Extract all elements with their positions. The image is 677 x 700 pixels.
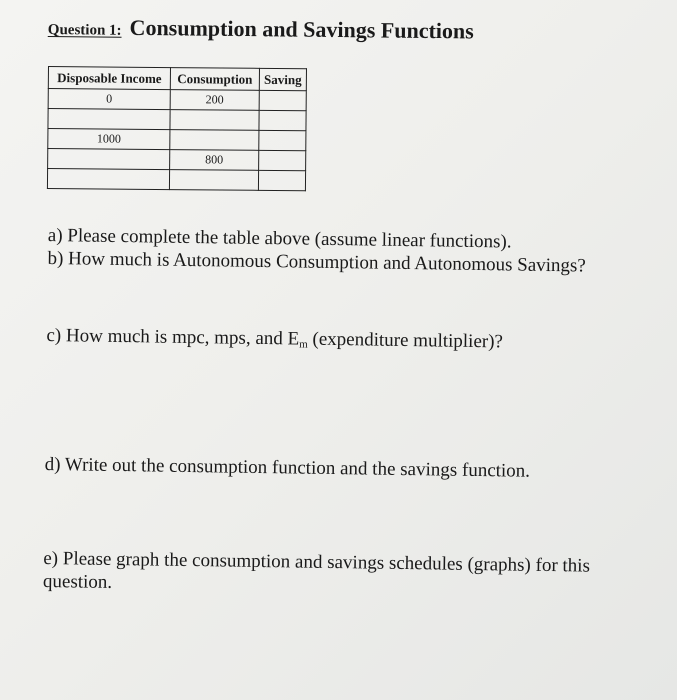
- cell-saving: [259, 90, 306, 110]
- question-title: [48, 14, 474, 44]
- question-a: a) Please complete the table above (assume linear functions).: [47, 224, 512, 253]
- question-c-prefix: c) How much is mpc, mps, and E: [46, 324, 300, 350]
- question-list: [43, 224, 618, 601]
- table-row: [48, 149, 306, 171]
- cell-consumption: 800: [170, 150, 259, 171]
- cell-saving: [259, 130, 306, 150]
- cell-income: [47, 169, 169, 190]
- question-c: [46, 324, 616, 361]
- question-c-suffix: (expenditure multiplier)?: [307, 328, 504, 353]
- table-row: [48, 89, 306, 111]
- question-c-subscript: m: [299, 338, 308, 351]
- table-row: [48, 109, 306, 131]
- cell-saving: [259, 110, 306, 130]
- header-disposable-income: Disposable Income: [48, 67, 170, 90]
- cell-consumption: 200: [170, 90, 259, 111]
- cell-income: [48, 109, 170, 130]
- question-e: e) Please graph the consumption and savings schedules (graphs) for this question.: [42, 547, 591, 593]
- consumption-savings-table: [47, 66, 307, 191]
- cell-consumption: [170, 110, 259, 131]
- header-saving: Saving: [259, 68, 306, 90]
- cell-consumption: [170, 130, 259, 151]
- question-label: Question 1:: [47, 21, 122, 39]
- cell-saving: [258, 170, 305, 190]
- question-b: b) How much is Autonomous Consumption and Autonomous Savings?: [47, 247, 586, 277]
- cell-income: [48, 149, 170, 170]
- table-row: [47, 169, 305, 191]
- table-header-row: [48, 67, 306, 91]
- table-row: [48, 129, 306, 151]
- header-consumption: Consumption: [170, 68, 259, 91]
- cell-income: 1000: [48, 129, 170, 150]
- cell-saving: [259, 150, 306, 170]
- cell-consumption: [169, 170, 258, 191]
- question-d: d) Write out the consumption function and the savings function.: [44, 453, 531, 482]
- cell-income: 0: [48, 89, 170, 110]
- question-heading: Consumption and Savings Functions: [129, 14, 474, 44]
